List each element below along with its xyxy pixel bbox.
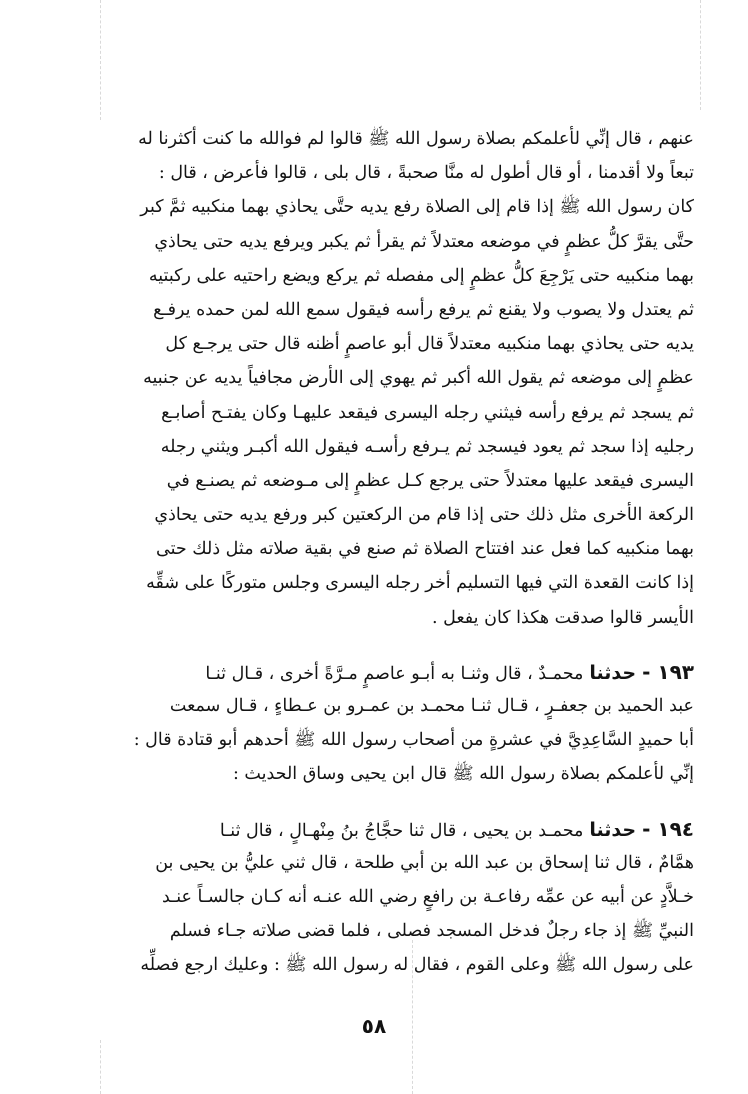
- page-number: ٥٨: [361, 1014, 387, 1038]
- scan-fold-line-top: [100, 0, 101, 120]
- text-line: كان رسول الله ﷺ إذا قام إلى الصلاة رفع يديه حتَّى يحاذي بهما منكبيه ثمَّ كبر: [140, 197, 694, 218]
- text-line: أبا حميدٍ السَّاعِدِيَّ في عشرةٍ من أصحاب رسول الله ﷺ أحدهم أبو قتادة قال :: [133, 730, 694, 751]
- hadith-193-first-line: [86, 655, 694, 689]
- hadith-193-opening: محمـدٌ ، قال وثنـا به أبـو عاصمٍ مـرَّةً أخرى ، قـال ثنـا: [205, 663, 584, 684]
- text-line: النبيِّ ﷺ إذ جاء رجلٌ فدخل المسجد فصلى ، فلما قضى صلاته جـاء فسلم: [169, 921, 694, 942]
- text-line: على رسول الله ﷺ وعلى القوم ، فقال له رسول الله ﷺ : وعليك ارجع فصلِّه: [140, 955, 694, 976]
- text-line: عنهم ، قال إنِّي لأعلمكم بصلاة رسول الله ﷺ قالوا لم فوالله ما كنت أكثرنا له: [138, 129, 694, 149]
- scan-fold-line-bottom: [100, 1040, 101, 1094]
- text-line: بهما منكبيه كما فعل عند افتتاح الصلاة ثم صنع في بقية صلاته مثل ذلك حتى: [155, 539, 694, 560]
- text-line: تبعاً ولا أقدمنا ، أو قال أطول له منَّا صحبةً ، قال بلى ، قالوا فأعرض ، قال :: [158, 163, 694, 184]
- text-line: ثم يسجد ثم يرفع رأسه فيثني رجله اليسرى فيقعد عليهـا وكان يفتـح أصابـع: [161, 402, 694, 423]
- text-line: همَّامٌ ، قال ثنا إسحاق بن عبد الله بن أبي طلحة ، قال ثني عليُّ بن يحيى بن: [155, 852, 694, 873]
- paragraph-gap: [86, 635, 694, 655]
- haddathana-heading: حدثنا: [589, 818, 637, 841]
- hadith-194-opening: محمـد بن يحيى ، قال ثنا حجَّاجُ بنُ مِنْهـالٍ ، قال ثنـا: [219, 820, 584, 841]
- hadith-193: [86, 655, 694, 792]
- text-line: بهما منكبيه حتى يَرْجِعَ كلُّ عظمٍ إلى مفصله ثم يركع ويضع راحتيه على ركبتيه: [148, 265, 694, 286]
- hadith-number: ١٩٣ -: [642, 659, 694, 684]
- scan-fold-line-right: [700, 0, 701, 110]
- haddathana-heading: حدثنا: [589, 661, 637, 684]
- text-line: خـلاَّدٍ عن أبيه عن عمِّه رفاعـة بن رافعٍ رضي الله عنـه أنه كـان جالسـاً عنـد: [161, 886, 694, 907]
- text-line: ثم يعتدل ولا يصوب ولا يقنع ثم يرفع رأسه فيقول سمع الله لمن حمده يرفـع: [153, 299, 694, 320]
- text-line: حتَّى يقرَّ كلُّ عظمٍ في موضعه معتدلاً ثم يقرأ ثم يكبر ويرفع يديه حتى يحاذي: [154, 231, 694, 252]
- hadith-number: ١٩٤ -: [642, 816, 694, 841]
- text-line: اليسرى فيقعد عليها معتدلاً حتى يرجع كـل عظمٍ إلى مـوضعه ثم يصنـع في: [166, 470, 694, 491]
- text-line: إذا كانت القعدة التي فيها التسليم أخر رجله اليسرى وجلس متوركًا على شقِّه: [146, 573, 694, 594]
- hadith-194: [86, 812, 694, 983]
- paragraph-gap: [86, 792, 694, 812]
- text-line: إنِّي لأعلمكم بصلاة رسول الله ﷺ قال ابن يحيى وساق الحديث :: [232, 764, 694, 785]
- text-line: رجليه إذا سجد ثم يعود فيسجد ثم يـرفع رأسـه فيقول الله أكبـر ويثني رجله: [160, 436, 694, 457]
- text-line: عظمٍ إلى موضعه ثم يقول الله أكبر ثم يهوي إلى الأرض مجافياً يديه عن جنبيه: [143, 368, 694, 389]
- hadith-194-first-line: [86, 812, 694, 846]
- text-line: الركعة الأخرى مثل ذلك حتى إذا قام من الركعتين كبر ورفع يديه حتى يحاذي: [154, 505, 694, 526]
- text-line: عبد الحميد بن جعفـرٍ ، قـال ثنـا محمـد بن عمـرو بن عـطاءٍ ، قـال سمعت: [169, 696, 694, 716]
- text-line: الأيسر قالوا صدقت هكذا كان يفعل .: [431, 607, 694, 628]
- main-text: [86, 122, 694, 983]
- continued-hadith-text: [86, 122, 694, 635]
- text-line: يديه حتى يحاذي بهما منكبيه معتدلاً قال أبو عاصمٍ أظنه قال حتى يرجـع كل: [165, 334, 694, 355]
